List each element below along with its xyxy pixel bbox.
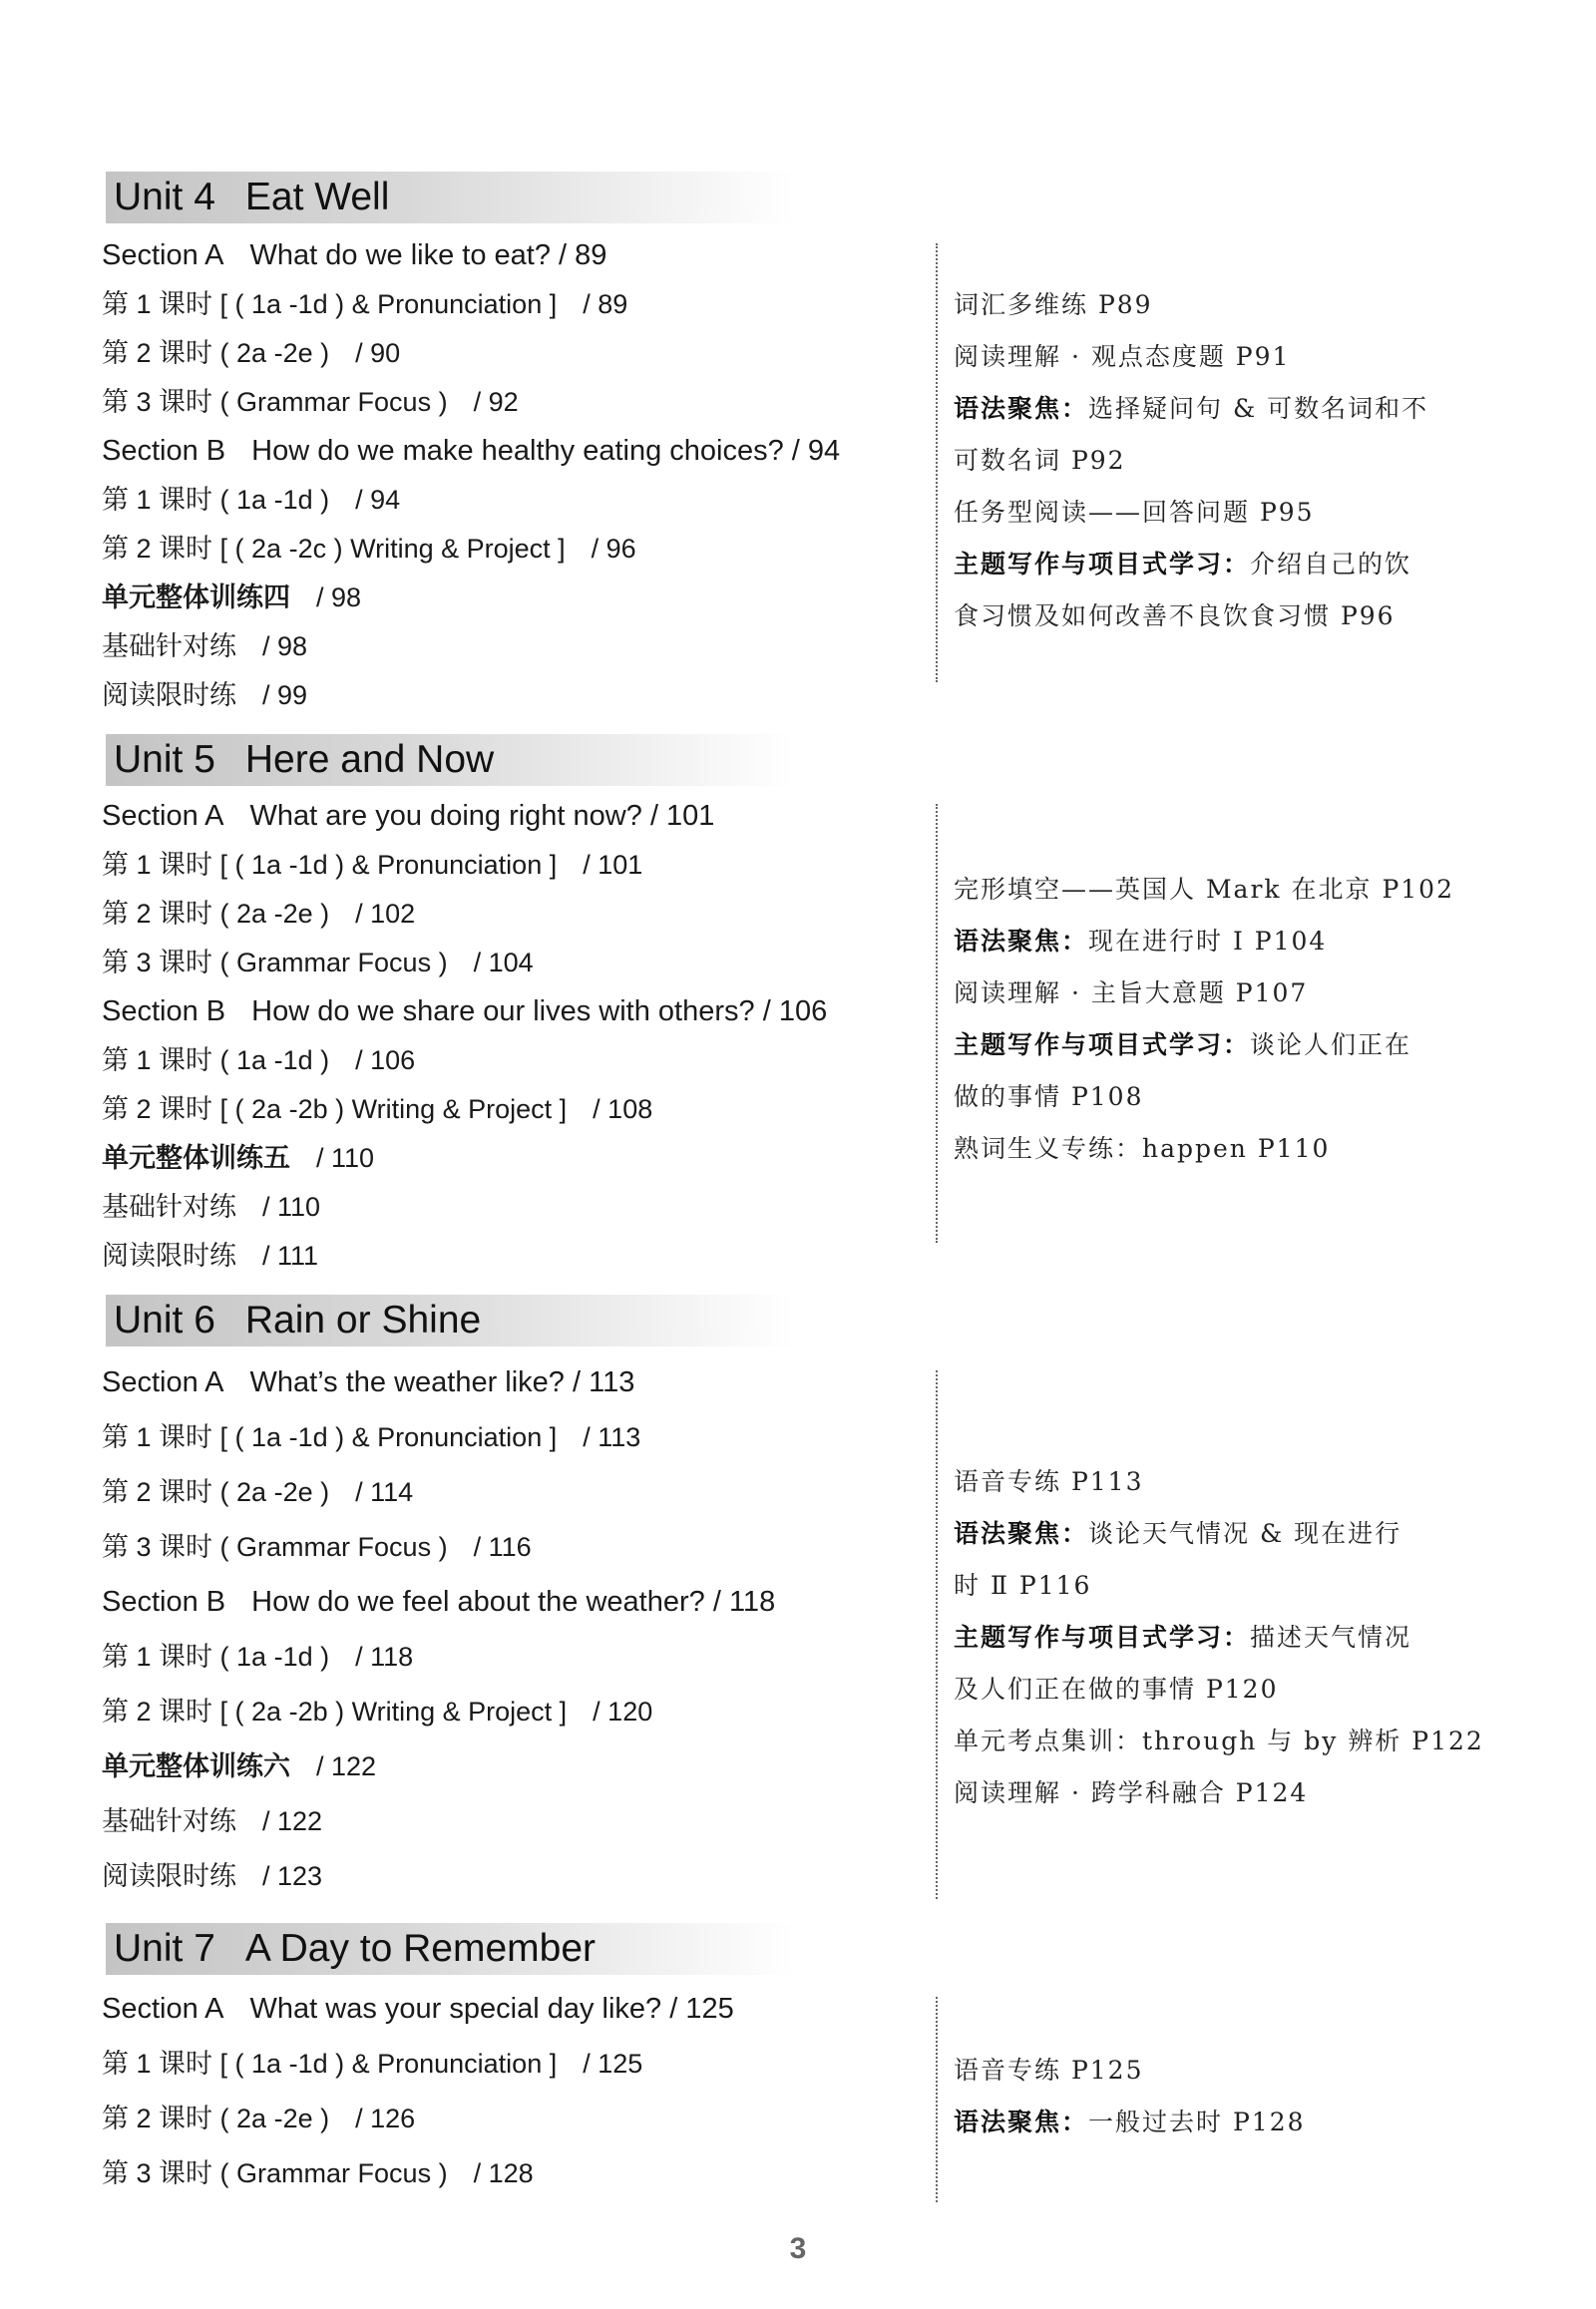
note-line: 食习惯及如何改善不良饮食习惯 P96 [954,601,1396,630]
toc-lesson[interactable]: 第 2 课时 [ ( 2a -2c ) Writing & Project ] / 96 [102,534,636,564]
note-line: 及人们正在做的事情 P120 [954,1675,1279,1704]
note-line: 主题写作与项目式学习：谈论人们正在 [954,1030,1412,1059]
note-line: 语音专练 P113 [954,1467,1144,1496]
toc-lesson[interactable]: 第 2 课时 [ ( 2a -2b ) Writing & Project ] / 120 [102,1697,653,1727]
toc-lesson[interactable]: 第 3 课时 ( Grammar Focus ) / 116 [102,1532,532,1562]
toc-lesson[interactable]: 第 1 课时 [ ( 1a -1d ) & Pronunciation ] / 89 [102,289,628,319]
dotted-divider [936,243,938,682]
note-line: 熟词生义专练：happen P110 [954,1134,1331,1163]
note-line: 主题写作与项目式学习：介绍自己的饮 [954,550,1412,578]
unit-header [106,172,794,223]
unit-title: Unit 7 A Day to Remember [114,1927,597,1970]
note-line: 阅读理解 · 跨学科融合 P124 [954,1778,1309,1807]
toc-basic-practice[interactable]: 基础针对练 / 122 [102,1806,323,1836]
note-line: 语法聚焦：谈论天气情况 & 现在进行 [954,1519,1402,1548]
note-line: 阅读理解 · 观点态度题 P91 [954,342,1291,371]
note-line: 阅读理解 · 主旨大意题 P107 [954,978,1309,1007]
note-line: 词汇多维练 P89 [954,290,1153,319]
note-line: 时 Ⅱ P116 [954,1571,1092,1600]
notes-panel [954,279,1492,642]
toc-unit-review[interactable]: 单元整体训练五 / 110 [102,1143,375,1173]
notes-panel [954,1456,1492,1819]
dotted-divider [936,1997,938,2202]
note-line: 语法聚焦：现在进行时 Ⅰ P104 [954,927,1328,956]
note-line: 语音专练 P125 [954,2056,1144,2085]
unit-header [106,1923,794,1975]
toc-timed-reading[interactable]: 阅读限时练 / 111 [102,1241,319,1271]
toc-lesson[interactable]: 第 1 课时 [ ( 1a -1d ) & Pronunciation ] / 113 [102,1422,641,1452]
note-line: 完形填空——英国人 Mark 在北京 P102 [954,875,1454,904]
toc-section-a[interactable]: Section A What was your special day like? / 125 [102,1993,734,2025]
toc-lesson[interactable]: 第 1 课时 ( 1a -1d ) / 106 [102,1045,416,1075]
note-line: 语法聚焦：选择疑问句 & 可数名词和不 [954,394,1429,423]
toc-lesson[interactable]: 第 1 课时 [ ( 1a -1d ) & Pronunciation ] / 101 [102,850,643,880]
toc-lesson[interactable]: 第 2 课时 ( 2a -2e ) / 126 [102,2104,416,2133]
dotted-divider [936,804,938,1243]
toc-lesson[interactable]: 第 3 课时 ( Grammar Focus ) / 104 [102,948,534,977]
notes-panel [954,864,1492,1175]
toc-lesson[interactable]: 第 3 课时 ( Grammar Focus ) / 128 [102,2158,534,2188]
toc-section-a[interactable]: Section A What do we like to eat? / 89 [102,239,607,271]
page-number: 3 [789,2232,807,2265]
toc-lesson[interactable]: 第 1 课时 ( 1a -1d ) / 94 [102,485,401,515]
toc-unit-review[interactable]: 单元整体训练六 / 122 [102,1751,377,1781]
dotted-divider [936,1370,938,1899]
toc-section-b[interactable]: Section B How do we share our lives with others? / 106 [102,995,828,1027]
toc-timed-reading[interactable]: 阅读限时练 / 123 [102,1861,323,1891]
toc-lesson[interactable]: 第 3 课时 ( Grammar Focus ) / 92 [102,387,519,417]
toc-section-b[interactable]: Section B How do we make healthy eating choices? / 94 [102,435,841,467]
note-line: 任务型阅读——回答问题 P95 [954,498,1315,527]
toc-timed-reading[interactable]: 阅读限时练 / 99 [102,680,308,710]
note-line: 做的事情 P108 [954,1082,1144,1111]
toc-lesson[interactable]: 第 2 课时 ( 2a -2e ) / 90 [102,338,401,368]
note-line: 主题写作与项目式学习：描述天气情况 [954,1623,1412,1652]
notes-panel [954,2045,1492,2148]
toc-lesson[interactable]: 第 2 课时 ( 2a -2e ) / 114 [102,1477,414,1507]
unit-header [106,734,794,786]
toc-basic-practice[interactable]: 基础针对练 / 98 [102,631,308,661]
toc-lesson[interactable]: 第 1 课时 [ ( 1a -1d ) & Pronunciation ] / 125 [102,2049,643,2079]
toc-lesson[interactable]: 第 2 课时 ( 2a -2e ) / 102 [102,899,416,929]
note-line: 单元考点集训：through 与 by 辨析 P122 [954,1727,1484,1755]
note-line: 可数名词 P92 [954,446,1126,475]
toc-lesson[interactable]: 第 1 课时 ( 1a -1d ) / 118 [102,1642,414,1672]
toc-basic-practice[interactable]: 基础针对练 / 110 [102,1192,321,1222]
unit-title: Unit 4 Eat Well [114,176,390,218]
toc-unit-review[interactable]: 单元整体训练四 / 98 [102,582,362,612]
toc-section-a[interactable]: Section A What’s the weather like? / 113 [102,1366,635,1398]
unit-header [106,1295,794,1347]
unit-title: Unit 6 Rain or Shine [114,1299,482,1342]
note-line: 语法聚焦：一般过去时 P128 [954,2108,1306,2136]
toc-lesson[interactable]: 第 2 课时 [ ( 2a -2b ) Writing & Project ] / 108 [102,1094,653,1124]
unit-title: Unit 5 Here and Now [114,738,495,781]
toc-section-a[interactable]: Section A What are you doing right now? / 101 [102,800,715,832]
toc-section-b[interactable]: Section B How do we feel about the weather? / 118 [102,1586,776,1618]
